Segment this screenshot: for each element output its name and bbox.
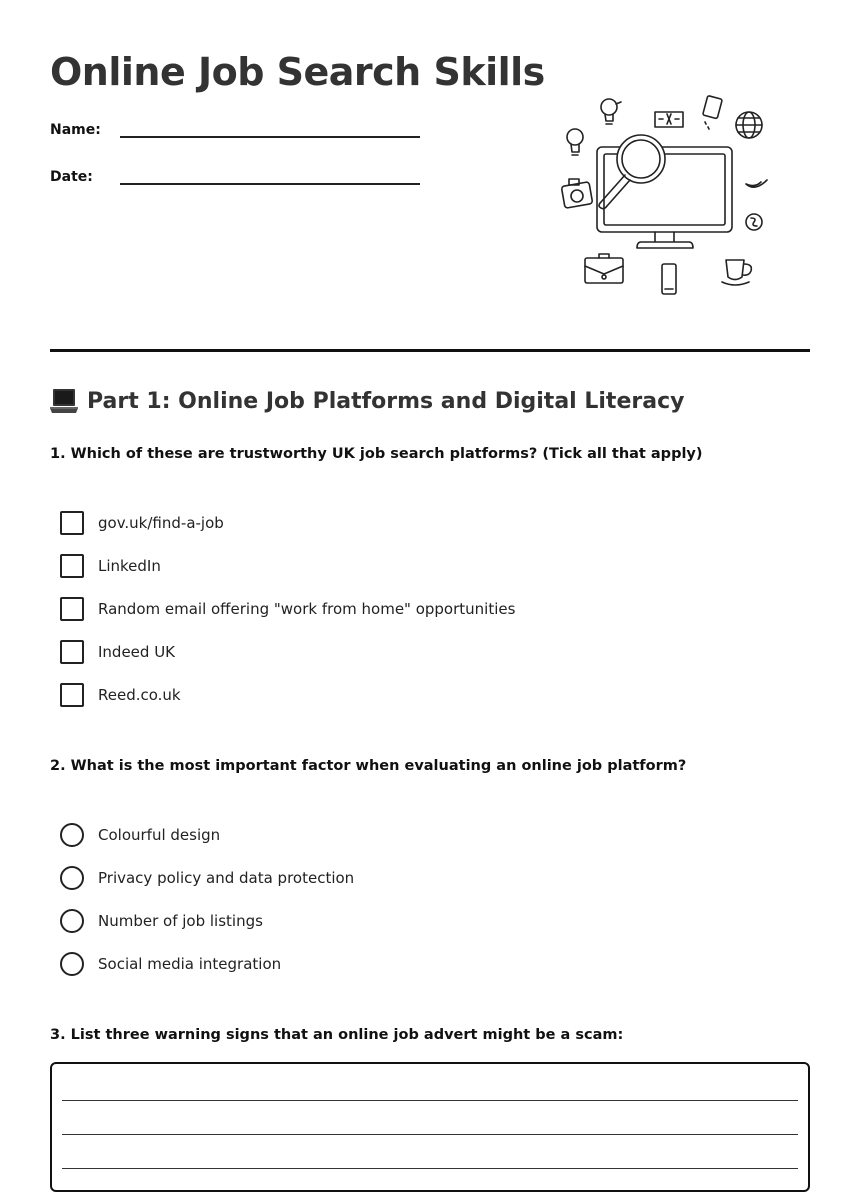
- q1-option-5[interactable]: [60, 683, 181, 707]
- answer-line[interactable]: [62, 1134, 798, 1135]
- option-label: Random email offering "work from home" opportunities: [98, 600, 516, 618]
- laptop-icon: [50, 388, 78, 414]
- camera-icon: [561, 179, 592, 208]
- q1-option-1[interactable]: [60, 511, 224, 535]
- q1-option-4[interactable]: [60, 640, 175, 664]
- checkbox[interactable]: [60, 511, 84, 535]
- q2-option-2[interactable]: [60, 866, 354, 890]
- date-line[interactable]: [120, 183, 420, 185]
- q1-option-2[interactable]: [60, 554, 161, 578]
- question-2: 2. What is the most important factor when evaluating an online job platform?: [50, 758, 687, 774]
- worksheet-title: Online Job Search Skills: [50, 50, 545, 94]
- briefcase-icon: [585, 254, 623, 283]
- radio-button[interactable]: [60, 866, 84, 890]
- q2-option-1[interactable]: [60, 823, 220, 847]
- option-label: Colourful design: [98, 826, 221, 844]
- coin-icon: [746, 214, 762, 230]
- checkbox[interactable]: [60, 683, 84, 707]
- phone-icon: [703, 96, 723, 129]
- option-label: LinkedIn: [98, 557, 161, 575]
- coffee-cup-icon: [722, 260, 751, 285]
- ticket-icon: [655, 112, 683, 127]
- q1-option-3[interactable]: [60, 597, 515, 621]
- header-divider: [50, 349, 810, 352]
- radio-button[interactable]: [60, 952, 84, 976]
- globe-icon: [736, 112, 762, 138]
- name-line[interactable]: [120, 136, 420, 138]
- answer-line[interactable]: [62, 1100, 798, 1101]
- date-field[interactable]: [50, 169, 93, 185]
- mobile-icon: [662, 264, 676, 294]
- option-label: Privacy policy and data protection: [98, 869, 355, 887]
- option-label: gov.uk/find-a-job: [98, 514, 224, 532]
- check-icon: [746, 180, 767, 187]
- checkbox[interactable]: [60, 554, 84, 578]
- q2-option-4[interactable]: [60, 952, 281, 976]
- radio-button[interactable]: [60, 823, 84, 847]
- job-search-illustration: [555, 92, 775, 302]
- option-label: Reed.co.uk: [98, 686, 181, 704]
- question-1: 1. Which of these are trustworthy UK job search platforms? (Tick all that apply): [50, 446, 703, 462]
- section-heading: [50, 388, 684, 414]
- date-label: Date:: [50, 169, 93, 185]
- lightbulb-icon: [601, 99, 621, 124]
- name-field[interactable]: [50, 122, 101, 138]
- checkbox[interactable]: [60, 640, 84, 664]
- checkbox[interactable]: [60, 597, 84, 621]
- section-heading-text: Part 1: Online Job Platforms and Digital Literacy: [87, 388, 685, 414]
- radio-button[interactable]: [60, 909, 84, 933]
- q2-option-3[interactable]: [60, 909, 263, 933]
- option-label: Indeed UK: [98, 643, 176, 661]
- name-label: Name:: [50, 122, 101, 138]
- idea-icon: [567, 129, 583, 155]
- question-3: 3. List three warning signs that an online job advert might be a scam:: [50, 1027, 624, 1043]
- option-label: Number of job listings: [98, 912, 263, 930]
- answer-line[interactable]: [62, 1168, 798, 1169]
- option-label: Social media integration: [98, 955, 282, 973]
- answer-box[interactable]: [50, 1062, 810, 1192]
